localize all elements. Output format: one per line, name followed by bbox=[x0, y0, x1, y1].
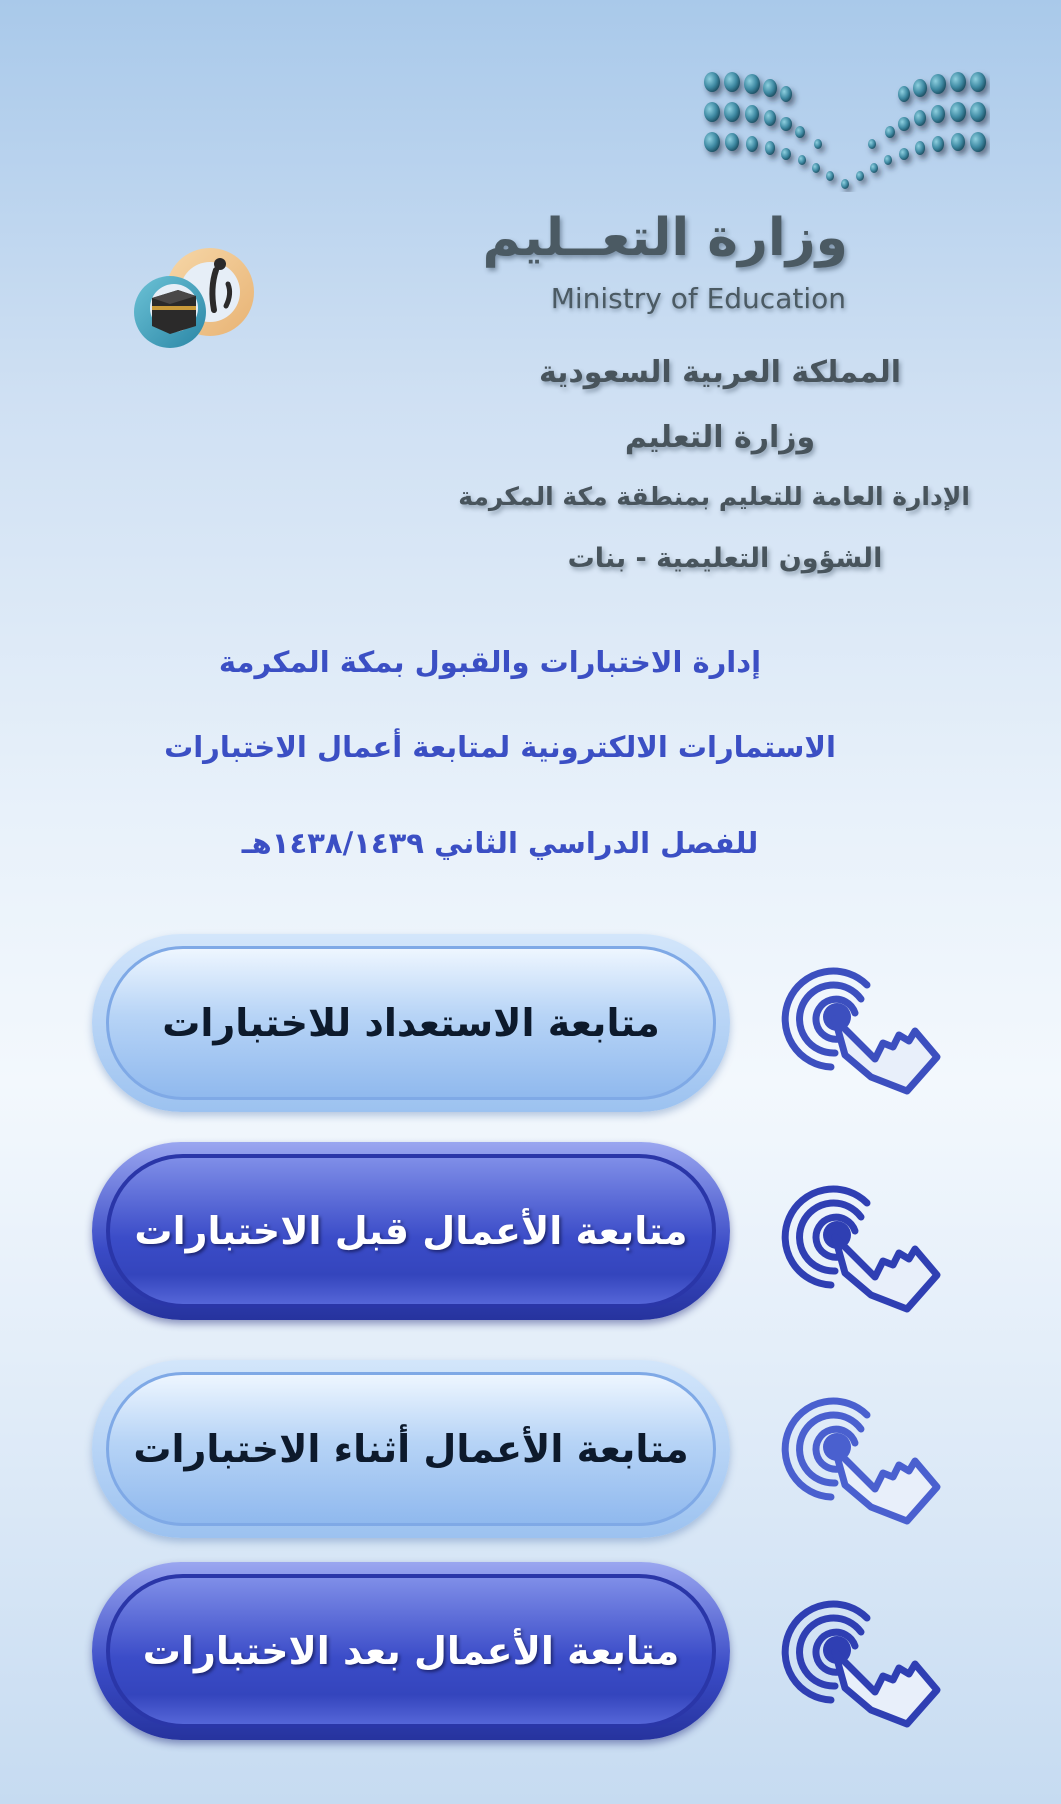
menu-button-after-exams[interactable] bbox=[92, 1562, 730, 1740]
menu-button-during-exams[interactable] bbox=[92, 1360, 730, 1538]
ministry-name: وزارة التعليم bbox=[624, 420, 816, 455]
menu-button-label: متابعة الأعمال قبل الاختبارات bbox=[134, 1209, 688, 1253]
touch-hand-icon[interactable] bbox=[775, 1173, 955, 1323]
menu-button-label: متابعة الاستعداد للاختبارات bbox=[162, 1001, 660, 1045]
hajj-kaaba-logo-icon bbox=[112, 240, 262, 380]
forms-title: الاستمارات الالكترونية لمتابعة أعمال الاختبارات bbox=[164, 730, 836, 764]
touch-hand-icon[interactable] bbox=[775, 955, 955, 1105]
educational-affairs: الشؤون التعليمية - بنات bbox=[567, 543, 883, 574]
menu-button-readiness[interactable] bbox=[92, 934, 730, 1112]
department-title: إدارة الاختبارات والقبول بمكة المكرمة bbox=[218, 645, 762, 679]
term-title: للفصل الدراسي الثاني ١٤٣٨/١٤٣٩هـ bbox=[241, 826, 759, 860]
directorate-name: الإدارة العامة للتعليم بمنطقة مكة المكرمة bbox=[458, 482, 970, 511]
ministry-dots-logo-icon bbox=[700, 62, 990, 192]
kingdom-name: المملكة العربية السعودية bbox=[538, 355, 902, 390]
touch-hand-icon[interactable] bbox=[775, 1588, 955, 1738]
menu-button-label: متابعة الأعمال بعد الاختبارات bbox=[142, 1629, 680, 1673]
menu-button-label: متابعة الأعمال أثناء الاختبارات bbox=[133, 1427, 689, 1471]
menu-button-before-exams[interactable] bbox=[92, 1142, 730, 1320]
touch-hand-icon[interactable] bbox=[775, 1385, 955, 1535]
ministry-name-english: Ministry of Education bbox=[550, 282, 846, 315]
ministry-name-arabic: وزارة التعــليم bbox=[482, 208, 848, 268]
